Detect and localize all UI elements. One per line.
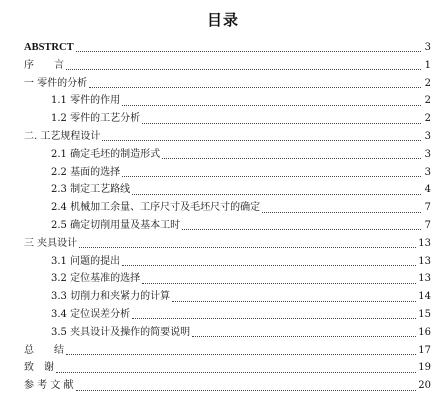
- toc-entry[interactable]: [24, 181, 431, 199]
- toc-entry-label: 序 言: [24, 59, 64, 71]
- toc-entry-label: ABSTRCT: [24, 42, 74, 53]
- toc-entry-page: 20: [418, 380, 431, 392]
- toc-entry[interactable]: [24, 164, 431, 182]
- table-of-contents: [24, 39, 431, 395]
- toc-entry-page: 7: [424, 219, 431, 231]
- toc-entry-page: 15: [418, 308, 431, 320]
- dot-leader: [132, 188, 421, 195]
- toc-entry-page: 17: [418, 344, 431, 356]
- toc-title: 目录: [206, 11, 239, 29]
- toc-entry[interactable]: [24, 342, 431, 360]
- toc-entry-page: 13: [418, 255, 431, 267]
- toc-entry[interactable]: [24, 253, 431, 271]
- toc-entry-page: 3: [424, 166, 431, 178]
- toc-entry-label: 一 零件的分析: [24, 77, 88, 89]
- toc-entry-page: 2: [424, 95, 431, 107]
- toc-entry-label: 1.1 零件的作用: [51, 95, 121, 107]
- toc-entry-label: 2.1 确定毛坯的制造形式: [51, 148, 161, 160]
- toc-entry[interactable]: [24, 75, 431, 93]
- toc-entry-label: 3.3 切削力和夹紧力的计算: [51, 291, 171, 303]
- dot-leader: [89, 81, 421, 88]
- toc-entry[interactable]: [24, 199, 431, 217]
- toc-entry-page: 2: [424, 113, 431, 125]
- dot-leader: [122, 99, 421, 106]
- toc-entry-page: 1: [424, 59, 431, 71]
- toc-entry-page: 13: [418, 273, 431, 285]
- dot-leader: [79, 241, 416, 248]
- toc-entry-label: 2.3 制定工艺路线: [51, 184, 131, 196]
- toc-entry-label: 2.4 机械加工余量、工序尺寸及毛坯尺寸的确定: [51, 202, 261, 214]
- toc-entry[interactable]: [24, 377, 431, 395]
- toc-entry-page: 3: [424, 148, 431, 160]
- toc-entry[interactable]: [24, 146, 431, 164]
- dot-leader: [162, 152, 421, 159]
- dot-leader: [132, 312, 416, 319]
- dot-leader: [172, 295, 416, 302]
- toc-entry-page: 14: [418, 291, 431, 303]
- toc-entry[interactable]: [24, 235, 431, 253]
- toc-entry-label: 致 谢: [24, 362, 54, 374]
- dot-leader: [76, 384, 417, 391]
- dot-leader: [182, 223, 421, 230]
- toc-entry[interactable]: [24, 57, 431, 75]
- toc-entry-label: 3.2 定位基准的选择: [51, 273, 141, 285]
- toc-entry-label: 2.5 确定切削用量及基本工时: [51, 219, 181, 231]
- dot-leader: [192, 330, 416, 337]
- toc-entry-page: 19: [418, 362, 431, 374]
- toc-entry-page: 3: [424, 42, 431, 53]
- toc-entry-page: 7: [424, 202, 431, 214]
- toc-entry-page: 2: [424, 77, 431, 89]
- toc-entry-page: 13: [418, 237, 431, 249]
- toc-entry[interactable]: [24, 288, 431, 306]
- toc-entry-label: 2.2 基面的选择: [51, 166, 121, 178]
- toc-entry[interactable]: [24, 359, 431, 377]
- toc-entry-label: 3.4 定位误差分析: [51, 308, 131, 320]
- dot-leader: [66, 63, 421, 70]
- dot-leader: [262, 206, 421, 213]
- dot-leader: [76, 45, 421, 52]
- toc-entry[interactable]: [24, 270, 431, 288]
- toc-entry[interactable]: [24, 39, 431, 57]
- dot-leader: [66, 348, 416, 355]
- dot-leader: [142, 117, 421, 124]
- dot-leader: [142, 277, 416, 284]
- toc-entry[interactable]: [24, 110, 431, 128]
- toc-entry-page: 3: [424, 130, 431, 142]
- dot-leader: [122, 259, 416, 266]
- toc-entry-label: 二. 工艺规程设计: [24, 130, 101, 142]
- toc-entry-label: 总 结: [24, 344, 64, 356]
- toc-entry-label: 三 夹具设计: [24, 237, 78, 249]
- toc-entry[interactable]: [24, 217, 431, 235]
- dot-leader: [102, 134, 421, 141]
- toc-entry-label: 参 考 文 献: [24, 380, 74, 392]
- toc-entry[interactable]: [24, 324, 431, 342]
- dot-leader: [56, 366, 416, 373]
- toc-entry-label: 3.5 夹具设计及操作的简要说明: [51, 326, 191, 338]
- toc-entry[interactable]: [24, 92, 431, 110]
- toc-entry-label: 3.1 问题的提出: [51, 255, 121, 267]
- toc-entry[interactable]: [24, 128, 431, 146]
- toc-entry-page: 4: [424, 184, 431, 196]
- toc-entry-label: 1.2 零件的工艺分析: [51, 113, 141, 125]
- dot-leader: [122, 170, 421, 177]
- toc-entry[interactable]: [24, 306, 431, 324]
- toc-entry-page: 16: [418, 326, 431, 338]
